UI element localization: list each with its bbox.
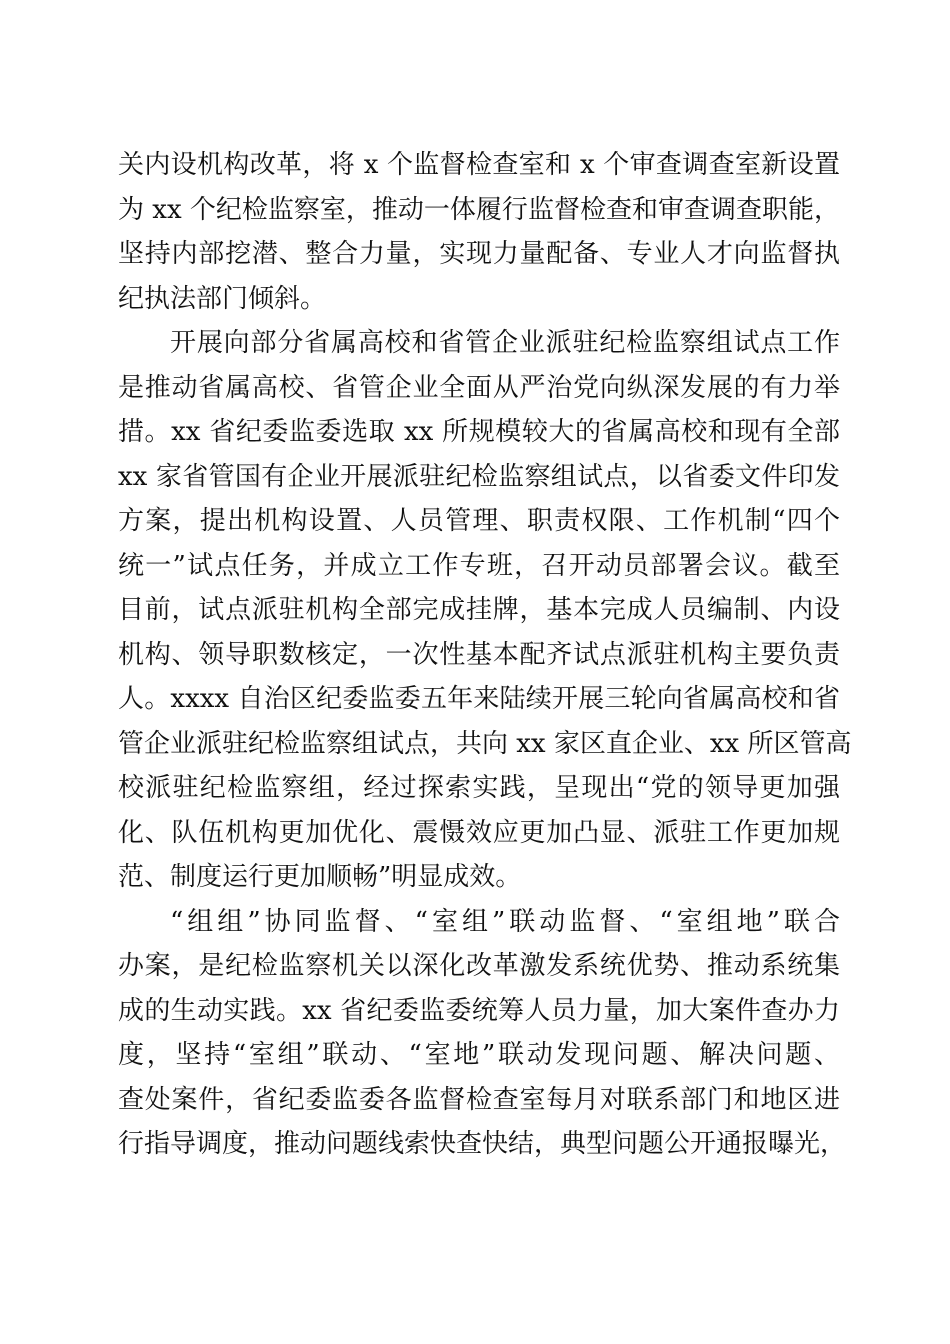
text-line: 方案，提出机构设置、人员管理、职责权限、工作机制“四个 xyxy=(118,506,840,536)
text-line: 为 xx 个纪检监察室，推动一体履行监督检查和审查调查职能， xyxy=(118,194,840,225)
text-line: 管企业派驻纪检监察组试点，共向 xx 家区直企业、xx 所区管高 xyxy=(118,728,852,759)
text-line: 化、队伍机构更加优化、震慑效应更加凸显、派驻工作更加规 xyxy=(118,817,840,848)
text-line: 统一”试点任务，并成立工作专班，召开动员部署会议。截至 xyxy=(118,550,840,581)
text-line: 度，坚持“室组”联动、“室地”联动发现问题、解决问题、 xyxy=(118,1040,840,1070)
text-line: 是推动省属高校、省管企业全面从严治党向纵深发展的有力举 xyxy=(118,372,840,403)
text-line: 校派驻纪检监察组，经过探索实践，呈现出“党的领导更加强 xyxy=(118,773,840,803)
text-line: 坚持内部挖潜、整合力量，实现力量配备、专业人才向监督执 xyxy=(118,239,840,269)
text-line: xx 家省管国有企业开展派驻纪检监察组试点，以省委文件印发 xyxy=(118,461,840,492)
text-line: 行指导调度，推动问题线索快查快结，典型问题公开通报曝光， xyxy=(118,1129,847,1159)
paragraph-start-line: “组组”协同监督、“室组”联动监督、“室组地”联合 xyxy=(170,906,840,937)
text-line: 纪执法部门倾斜。 xyxy=(118,283,327,314)
paragraph-start-line: 开展向部分省属高校和省管企业派驻纪检监察组试点工作 xyxy=(170,328,840,358)
document-body xyxy=(118,143,852,1167)
text-line: 成的生动实践。xx 省纪委监委统筹人员力量，加大案件查办力 xyxy=(118,995,840,1026)
text-line: 范、制度运行更加顺畅”明显成效。 xyxy=(118,862,522,892)
text-line: 查处案件，省纪委监委各监督检查室每月对联系部门和地区进 xyxy=(118,1084,840,1115)
text-line: 办案，是纪检监察机关以深化改革激发系统优势、推动系统集 xyxy=(118,951,840,981)
text-line: 措。xx 省纪委监委选取 xx 所规模较大的省属高校和现有全部 xyxy=(118,417,840,447)
text-line: 目前，试点派驻机构全部完成挂牌，基本完成人员编制、内设 xyxy=(118,595,840,625)
text-line: 机构、领导职数核定，一次性基本配齐试点派驻机构主要负责 xyxy=(118,639,840,670)
text-line: 人。xxxx 自治区纪委监委五年来陆续开展三轮向省属高校和省 xyxy=(118,684,840,714)
text-line: 关内设机构改革，将 x 个监督检查室和 x 个审查调查室新设置 xyxy=(118,150,840,180)
